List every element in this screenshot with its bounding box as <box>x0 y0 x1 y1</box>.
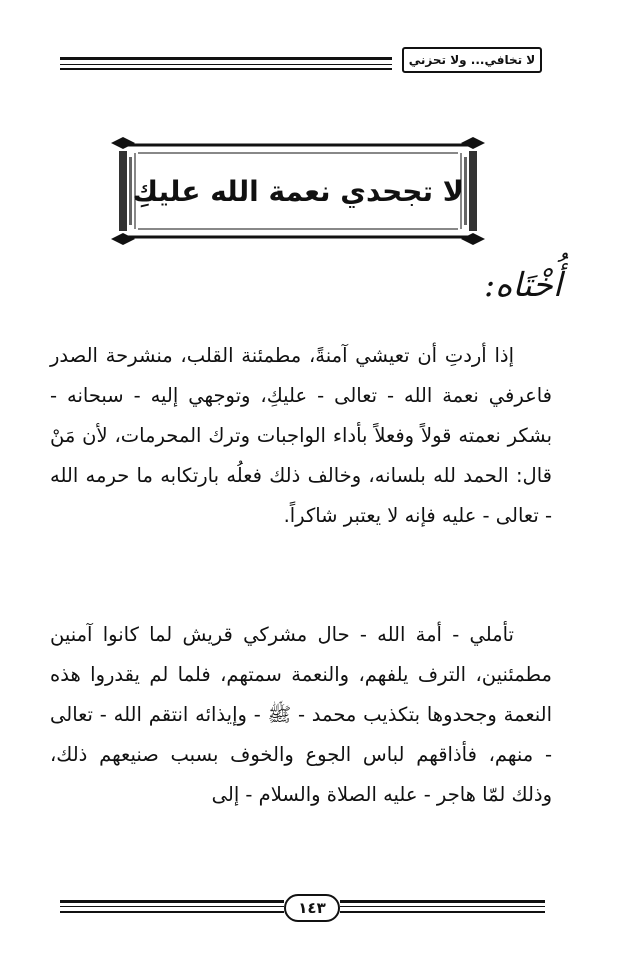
paragraph <box>50 336 552 536</box>
running-title: لا تخافي... ولا تحزني <box>402 47 542 73</box>
footer-rule <box>340 900 545 903</box>
running-header <box>60 47 542 77</box>
salutation: أُخْتَاه: <box>484 265 562 304</box>
footer-rule <box>340 911 545 913</box>
header-rule <box>60 57 392 60</box>
chapter-title-frame <box>108 137 488 245</box>
paragraph-text: إذا أردتِ أن تعيشي آمنةً، مطمئنة القلب، منشرحة الصدر فاعرفي نعمة الله - تعالى - عليكِ، وتوجهي إليه - سبحانه - بشكر نعمته قولاً وفعلاً بأداء الواجبات وترك المحرمات، لأن مَنْ قال: الحمد لله بلسانه، وخالف ذلك فعلُه بارتكابه ما حرمه الله - تعالى - عليه فإنه لا يعتبر شاكراً. <box>50 344 552 527</box>
paragraph <box>50 615 552 815</box>
page-footer <box>60 892 545 926</box>
footer-rule <box>340 906 545 907</box>
header-rule <box>60 64 392 65</box>
footer-rule <box>60 906 284 907</box>
chapter-title: لا تجحدي نعمة الله عليكِ <box>132 174 464 208</box>
footer-rule <box>60 911 284 913</box>
footer-rule <box>60 900 284 903</box>
paragraph-text: تأملي - أمة الله - حال مشركي قريش لما كانوا آمنين مطمئنين، الترف يلفهم، والنعمة سمتهم، فلما لم يقدروا هذه النعمة وجحدوها بتكذيب محمد - ﷺ - وإيذائه انتقم الله - تعالى - منهم، فأذاقهم لباس الجوع والخوف بسبب صنيعهم ذلك، وذلك لمّا هاجر - عليه الصلاة والسلام - إلى <box>50 623 552 806</box>
page-number: ١٤٣ <box>284 894 340 922</box>
header-rule <box>60 68 392 70</box>
